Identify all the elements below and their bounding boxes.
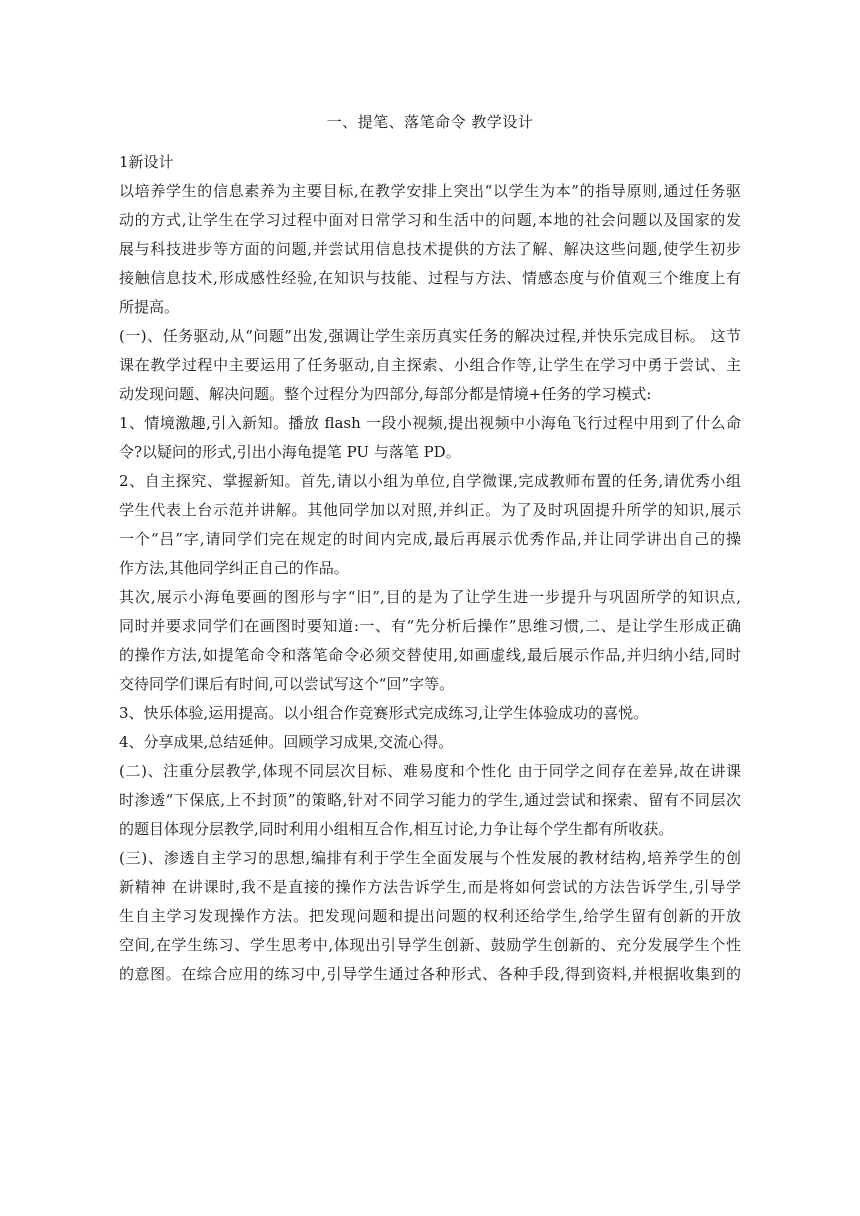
text-line: 展与科技进步等方面的问题,并尝试用信息技术提供的方法了解、解决这些问题,使学生初步 — [119, 240, 741, 258]
text-line: 作方法,其他同学纠正自己的作品。 — [119, 559, 349, 577]
paragraph — [119, 467, 741, 583]
text-line: 其次,展示小海龟要画的图形与字“旧”,目的是为了让学生进一步提升与巩固所学的知识点, — [119, 588, 741, 606]
text-line: 以培养学生的信息素养为主要目标,在教学安排上突出“以学生为本”的指导原则,通过任务驱 — [119, 182, 741, 200]
text-line: 动发现问题、解决问题。整个过程分为四部分,每部分都是情境+任务的学习模式: — [119, 385, 652, 403]
text-line: 1、情境激趣,引入新知。播放 flash 一段小视频,提出视频中小海龟飞行过程中用到了什么命 — [119, 414, 741, 432]
text-line: (二)、注重分层教学,体现不同层次目标、难易度和个性化 由于同学之间存在差异,故在讲课 — [119, 762, 741, 780]
paragraph — [119, 409, 741, 467]
text-line: (一)、任务驱动,从“问题”出发,强调让学生亲历真实任务的解决过程,并快乐完成目标。 这节 — [119, 327, 741, 345]
text-line: 2、自主探究、掌握新知。首先,请以小组为单位,自学微课,完成教师布置的任务,请优秀小组 — [119, 472, 741, 490]
text-line: 的操作方法,如提笔命令和落笔命令必须交替使用,如画虚线,最后展示作品,并归纳小结,同时 — [119, 646, 741, 664]
text-line: 接触信息技术,形成感性经验,在知识与技能、过程与方法、情感态度与价值观三个维度上有 — [119, 269, 741, 287]
text-line: 学生代表上台示范并讲解。其他同学加以对照,并纠正。为了及时巩固提升所学的知识,展示 — [119, 501, 741, 519]
text-line: 令?以疑问的形式,引出小海龟提笔 PU 与落笔 PD。 — [119, 443, 461, 461]
text-line: 交待同学们课后有时间,可以尝试写这个“回”字等。 — [119, 675, 455, 693]
text-line: 所提高。 — [119, 298, 180, 316]
paragraph — [119, 177, 741, 322]
text-line: 同时并要求同学们在画图时要知道:一、有“先分析后操作”思维习惯,二、是让学生形成正确 — [119, 617, 741, 635]
text-line: 一个“吕”字,请同学们完在规定的时间内完成,最后再展示优秀作品,并让同学讲出自己的操 — [119, 530, 741, 548]
text-line: 新精神 在讲课时,我不是直接的操作方法告诉学生,而是将如何尝试的方法告诉学生,引导学 — [119, 878, 741, 896]
text-line: 的题目体现分层教学,同时利用小组相互合作,相互讨论,力争让每个学生都有所收获。 — [119, 820, 674, 838]
text-line: 时渗透“下保底,上不封顶”的策略,针对不同学习能力的学生,通过尝试和探索、留有不同层次 — [119, 791, 741, 809]
paragraph — [119, 322, 741, 409]
document-title: 一、提笔、落笔命令 教学设计 — [326, 113, 534, 131]
document-page — [119, 112, 741, 989]
text-line: 1新设计 — [119, 153, 174, 171]
document-body — [119, 148, 741, 989]
text-line: 课在教学过程中主要运用了任务驱动,自主探索、小组合作等,让学生在学习中勇于尝试、主 — [119, 356, 741, 374]
paragraph — [119, 757, 741, 844]
paragraph — [119, 844, 741, 989]
text-line: 生自主学习发现操作方法。把发现问题和提出问题的权利还给学生,给学生留有创新的开放 — [119, 907, 741, 925]
paragraph — [119, 728, 741, 757]
paragraph — [119, 583, 741, 699]
paragraph — [119, 148, 741, 177]
text-line: 动的方式,让学生在学习过程中面对日常学习和生活中的问题,本地的社会问题以及国家的发 — [119, 211, 741, 229]
paragraph — [119, 699, 741, 728]
text-line: 4、分享成果,总结延伸。回顾学习成果,交流心得。 — [119, 733, 454, 751]
text-line: (三)、渗透自主学习的思想,编排有利于学生全面发展与个性发展的教材结构,培养学生的创 — [119, 849, 741, 867]
text-line: 3、快乐体验,运用提高。以小组合作竞赛形式完成练习,让学生体验成功的喜悦。 — [119, 704, 649, 722]
text-line: 空间,在学生练习、学生思考中,体现出引导学生创新、鼓励学生创新的、充分发展学生个性 — [119, 936, 741, 954]
text-line: 的意图。在综合应用的练习中,引导学生通过各种形式、各种手段,得到资料,并根据收集到的 — [119, 965, 741, 983]
